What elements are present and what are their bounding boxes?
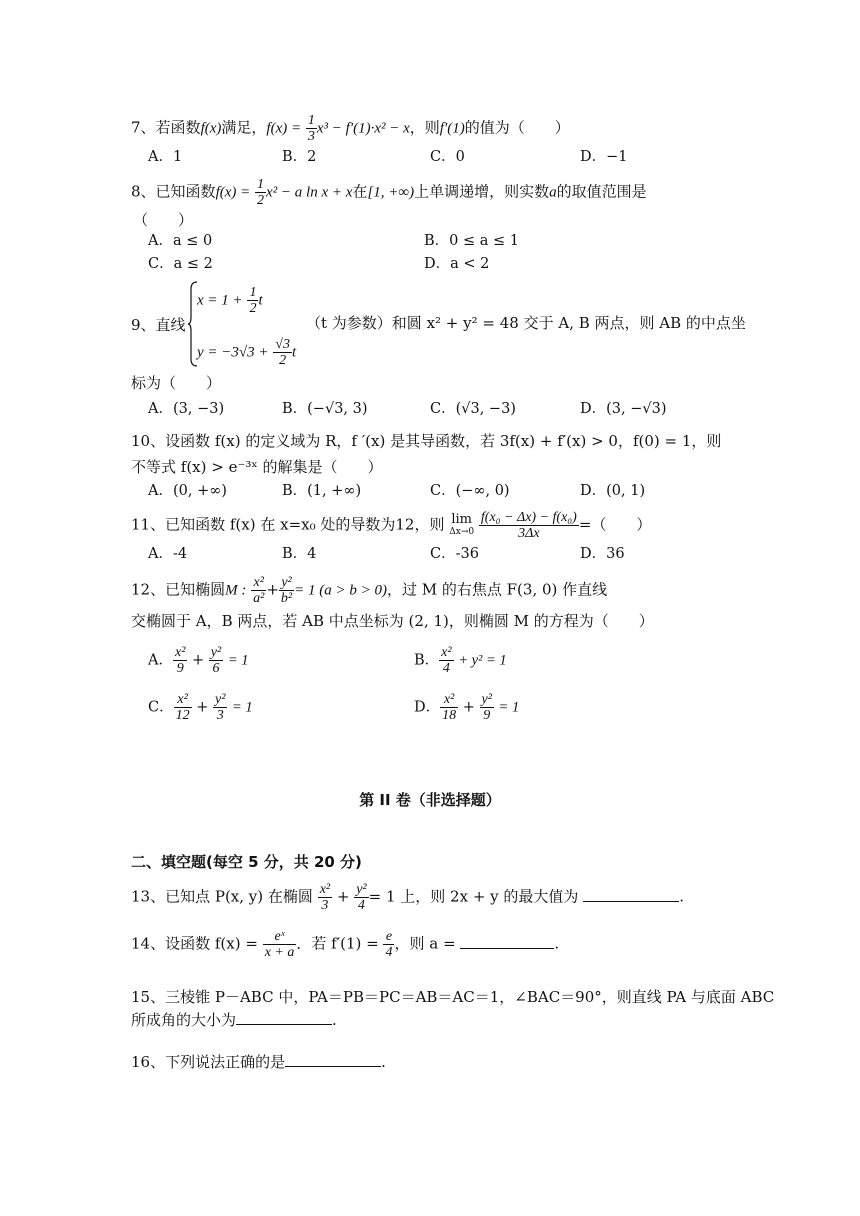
- option-c: C．(√3, −3): [430, 401, 516, 417]
- question-16: 16、下列说法正确的是 .: [131, 1050, 386, 1073]
- option-a: A．-4: [148, 546, 188, 562]
- answer-blank[interactable]: [285, 1050, 381, 1067]
- section-heading: 二、填空题(每空 5 分，共 20 分): [131, 853, 362, 871]
- answer-blank[interactable]: [460, 932, 554, 949]
- option-a: A．(3, −3): [148, 401, 225, 417]
- option-b: B．(1, +∞): [282, 483, 362, 499]
- option-c: C．(−∞, 0): [430, 483, 510, 499]
- question-7: 7、若函数f(x)满足，f(x) = $\frac{1}{3}$ x³ − f′(1)·x² − x，则f′(1)的值为（ ）: [131, 113, 570, 144]
- option-c: C．-36: [430, 546, 479, 562]
- answer-blank[interactable]: [236, 1008, 332, 1025]
- fraction: $\frac{\text{f(x₀ − Δx) − f(x₀)}}{3\Delta x}$: [480, 510, 577, 541]
- option-b: B．0 ≤ a ≤ 1: [424, 233, 519, 249]
- question-9-text-2: 标为（ ）: [131, 374, 222, 392]
- option-c: C．0: [430, 149, 465, 165]
- question-10: 10、设函数 f(x) 的定义域为 R，f ′(x) 是其导函数，若 3f(x) + f′(x) > 0，f(0) = 1，则: [131, 432, 722, 450]
- option-d: D．−1: [580, 149, 628, 165]
- option-a: A．a ≤ 0: [148, 233, 213, 249]
- question-8: 8、已知函数f(x) = $\frac{1}{2}$ x² − a ln x + x在[1, +∞)上单调递增，则实数a的取值范围是: [131, 177, 647, 208]
- option-d: D．36: [580, 546, 625, 562]
- question-9-text: （t 为参数）和圆 x² + y² = 48 交于 A, B 两点，则 AB 的中点坐: [306, 314, 746, 332]
- fraction: $\frac{1}{2}$: [257, 177, 265, 208]
- question-15-line-2: 所成角的大小为 .: [131, 1008, 337, 1031]
- option-b: B．2: [282, 149, 317, 165]
- question-12: 12、已知椭圆M : $\frac{\text{x²}}{\text{a²}}$ + $\frac{\text{y²}}{\text{b²}}$ = 1 (a > b > 0)，过 M 的右焦点 F(3, 0) 作直线: [131, 575, 608, 606]
- fraction: $\frac{1}{3}$: [307, 113, 315, 144]
- option-d: D．a < 2: [424, 256, 490, 272]
- question-10-line-2: 不等式 f(x) > e⁻³ˣ 的解集是（ ）: [131, 458, 383, 476]
- option-d: D． $\frac{\text{x²}}{18}$ + $\frac{\text{y²}}{9}$ = 1: [414, 692, 520, 723]
- question-11: 11、已知函数 f(x) 在 x=x₀ 处的导数为12，则 lim Δx→0 $\frac{\text{f(x₀ − Δx) − f(x₀)}}{3\Delta x}$ =（ ）: [131, 510, 652, 541]
- system-row-1: x = 1 + $\frac{1}{2}$ t: [197, 285, 263, 316]
- answer-paren: （ ）: [133, 211, 194, 229]
- option-d: D．(0, 1): [580, 483, 646, 499]
- question-14: 14、设函数 f(x) = $\frac{\text{eˣ}}{x + a}$ ．若 f′(1) = $\frac{e}{4}$ ，则 a = .: [131, 929, 560, 960]
- question-13: 13、已知点 P(x, y) 在椭圆 $\frac{\text{x²}}{3}$ + $\frac{\text{y²}}{4}$ = 1 上，则 2x + y 的最大值为 .: [131, 882, 684, 913]
- option-d: D．(3, −√3): [580, 401, 667, 417]
- option-b: B．(−√3, 3): [282, 401, 368, 417]
- option-a: A．1: [148, 149, 183, 165]
- question-12-line-2: 交椭圆于 A，B 两点，若 AB 中点坐标为 (2, 1)，则椭圆 M 的方程为（ ）: [131, 612, 654, 630]
- system-row-2: y = −3√3 + $\frac{√3}{2}$ t: [197, 337, 297, 368]
- limit: lim Δx→0: [449, 511, 475, 537]
- option-a: A． $\frac{\text{x²}}{9}$ + $\frac{\text{y²}}{6}$ = 1: [148, 645, 249, 676]
- answer-blank[interactable]: [583, 885, 679, 902]
- option-b: B．4: [282, 546, 317, 562]
- option-c: C． $\frac{\text{x²}}{12}$ + $\frac{\text{y²}}{3}$ = 1: [148, 692, 253, 723]
- question-15: 15、三棱锥 P－ABC 中，PA＝PB＝PC＝AB＝AC＝1，∠BAC＝90°，则直线 PA 与底面 ABC: [131, 988, 775, 1006]
- section-title: 第 II 卷（非选择题）: [359, 791, 501, 809]
- option-b: B． $\frac{\text{x²}}{4}$ + y² = 1: [414, 645, 507, 676]
- option-a: A．(0, +∞): [148, 483, 227, 499]
- option-c: C．a ≤ 2: [148, 256, 213, 272]
- question-9-label: 9、直线: [131, 316, 186, 334]
